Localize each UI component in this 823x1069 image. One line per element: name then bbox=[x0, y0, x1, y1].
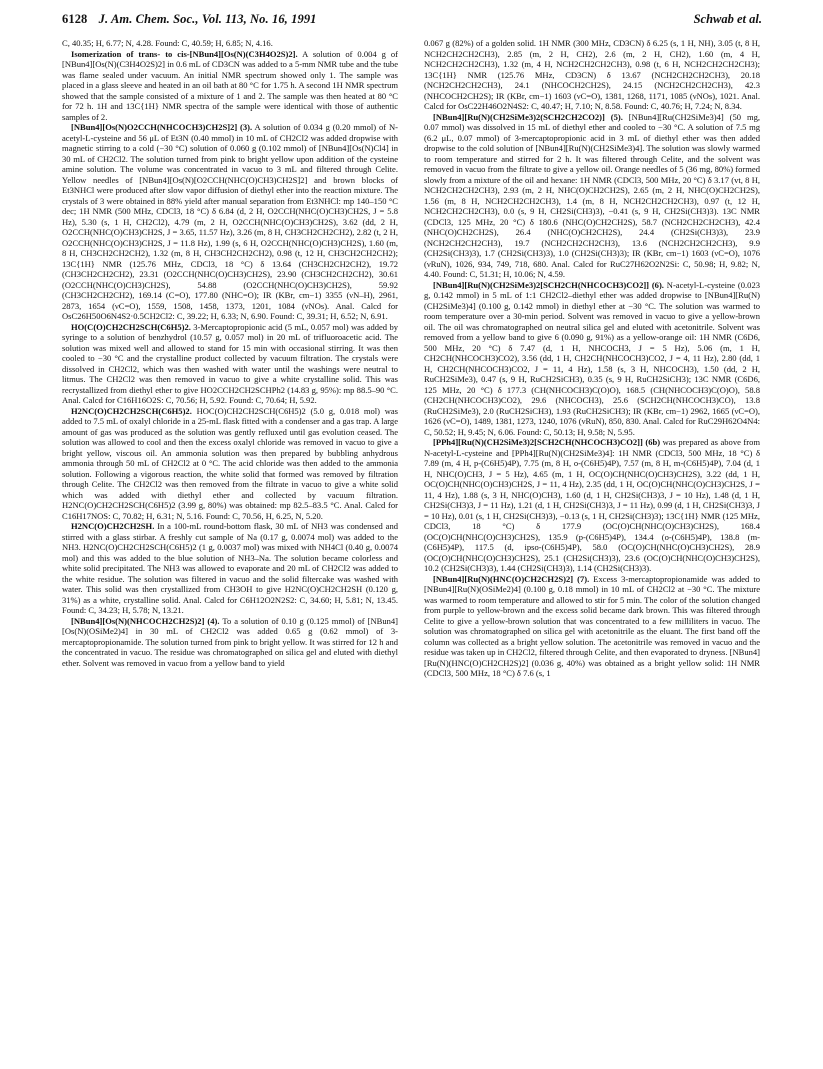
paragraph-text: C, 40.35; H, 6.77; N, 4.28. Found: C, 40.59; H, 6.85; N, 4.16. bbox=[62, 38, 273, 48]
paragraph bbox=[424, 574, 760, 679]
paragraph-text: [NBun4][Ru(CH2SiMe3)4] (50 mg, 0.07 mmol) was dissolved in 15 mL of diethyl ether and cooled to −30 °C. A solution of 7.5 mg (6.2 μL, 0.07 mmol) of 3-mercaptopropionic acid in 3 mL of diethyl ether was then added dropwise to the cold solution of [NBun4][Ru(N)(CH2SiMe3)4]. The solution was slowly warmed to room temperature and stirred for 2 h. It was filtered through Celite, and the solvent was removed in vacuo from the filtrate to give a yellow oil. Orange needles of 5 (36 mg, 80%) formed slowly from a mixture of the oil and hexane: 1H NMR (CDCl3, 500 MHz, 20 °C) δ 3.17 (vt, 8 H, NCH2CH2CH2CH3), 2.93 (m, 2 H, NHC(O)CH2CH2S), 2.65 (m, 2 H, NHC(O)CH2CH2S), 1.56 (m, 8 H, NCH2CH2CH2CH3), 1.4 (m, 8 H, NCH2CH2CH2CH3), 0.97 (t, 12 H, NCH2CH2CH2CH3), 0.0 (s, 9 H, CH2Si(CH3)3), −0.41 (s, 9 H, CH2Si(CH3)3). 13C NMR (CDCl3, 125 MHz, 20 °C) δ 180.6 (NHC(O)CH2CH2S), 58.7 (NCH2CH2CH2CH3), 42.4 (NHC(O)CH2CH2S), 26.4 (NHC(O)CH2CH2S), 24.4 (CH2Si(CH3)3), 23.9 (NCH2CH2CH2CH3), 19.7 (NCH2CH2CH2CH3), 13.6 (NCH2CH2CH2CH3), 9.9 (CH2Si(CH3)3), 1.7 (CH2Si(CH3)3), 1.0 (CH2Si(CH3)3); IR (KBr, cm−1) 1603 (νC=O), 1076 (νRuN), 1026, 934, 749, 718, 680. Anal. Calcd for RuC27H62O2N2Si: C, 50.98; H, 9.82; N, 4.40. Found: C, 51.31; H, 10.06; N, 4.59. bbox=[424, 111, 761, 279]
page-header bbox=[62, 12, 762, 32]
paragraph-text: Excess 3-mercaptopropionamide was added to [NBun4][Ru(N)(OSiMe2)4] (0.100 g, 0.18 mmol) in 10 mL of CH2Cl2 at −30 °C. The mixture was warmed to room temperature and allowed to stir for 5 min. The color of the solution changed from purple to yellow-brown and the excess solid became dark brown. This was filtered through Celite to give a yellow-brown solution that was concentrated to a few milliliters in vacuo. The solution was chromatographed on silica gel with acetonitrile as the eluant. The first band off the column was collected as a bright yellow solution. The acetonitrile was removed in vacuo and the residue was taken up in CH2Cl2, filtered through Celite, and then evaporated to dryness. [NBun4][Ru(N)(HNC(O)CH2CH2S)2] (0.036 g, 40%) was obtained as a bright yellow solid: 1H NMR (CDCl3, 500 MHz, 18 °C) δ 7.6 (s, 1 bbox=[424, 573, 760, 678]
paragraph bbox=[62, 122, 398, 322]
paragraph-heading: H2NC(O)CH2CH2SH. bbox=[71, 521, 155, 531]
paragraph-text: In a 100-mL round-bottom flask, 30 mL of NH3 was condensed and stirred with a glass stirbar. A freshly cut sample of Na (0.17 g, 0.0074 mol) was added to the NH3. H2NC(O)CH2CH2SCH(C6H5)2 (1 g, 0.0037 mol) was mixed with NH4Cl (0.40 g, 0.0074 mol) and this was added to the blue solution of NH3–Na. The solution became colorless and white solid precipitated. The NH3 was allowed to evaporate and 20 mL of CH2Cl2 was added to the white residue. The solution was filtered in vacuo and the solid filtercake was washed with water. This solid was then crystallized from CH3OH to give H2NC(O)CH2CH2SH (0.120 g, 31%) as a white, crystalline solid. Anal. Calcd for C6H12O2N2S2: C, 34.60; H, 5.81; N, 13.45. Found: C, 34.23; H, 5.78; N, 13.21. bbox=[62, 521, 398, 615]
paragraph-heading: HO(C(O)CH2CH2SCH(C6H5)2. bbox=[71, 321, 191, 332]
paragraph-heading: [NBun4][Os(N)O2CCH(NHCOCH3)CH2S]2] (3). bbox=[71, 122, 253, 132]
paragraph-heading: [NBun4][Ru(N)(HNC(O)CH2CH2S)2] (7). bbox=[433, 573, 590, 584]
paragraph-text: HOC(O)CH2CH2SCH(C6H5)2 (5.0 g, 0.018 mol) was added to 7.5 mL of oxalyl chloride in a 25-mL flask fitted with a condenser and a gas trap. A large amount of gas was produced as the solution was gently refluxed until gas evolution ceased. The solution was allowed to cool and then the excess oxalyl chloride was removed in vacuo to give a bright yellow, viscous oil. An ammonia solution was then prepared by bubbling anhydrous ammonia through 50 mL of CH2Cl2 at 0 °C. The acid chloride was then added to the ammonia solution. Following a vigorous reaction, the white solid that formed was removed by filtration through Celite. The CH2Cl2 was then removed from the filtrate in vacuo to give a white solid which was added with diethyl ether and collected by vacuum filtration. H2NC(O)CH2CH2SCH(C6H5)2 (3.99 g, 80%) was obtained: mp 82.5–83.5 °C. Anal. Calcd for C16H17NOS: C, 70.82; H, 6.31; N, 5.16. Found: C, 70.56, H, 6.25, N, 5.20. bbox=[62, 405, 398, 521]
paragraph-heading: H2NC(O)CH2CH2SCH(C6H5)2. bbox=[71, 405, 192, 416]
paragraph bbox=[62, 49, 398, 123]
left-column bbox=[62, 38, 398, 668]
paragraph-heading: [PPh4][Ru(N)(CH2SiMe3)2[SCH2CH(NHCOCH3)CO2]] (6b) bbox=[433, 437, 661, 447]
paragraph-text: 0.067 g (82%) of a golden solid. 1H NMR (300 MHz, CD3CN) δ 6.25 (s, 1 H, NH), 3.05 (t, 8 H, NCH2CH2CH2CH3), 2.85 (m, 2 H, CH2), 2.6 (m, 2 H, CH2), 1.60 (m, 4 H, NCH2CH2CH2CH3), 1.32 (m, 4 H, NCH2CH2CH2CH3), 0.98 (t, 6 H, NCH2CH2CH2CH3); 13C{1H} NMR (125.76 MHz, CD3CN) δ 13.67 (NCH2CH2CH2CH3), 20.18 (NCH2CH2CH2CH3), 24.1 (NHCOCH2CH2S), 24.15 (NCH2CH2CH2CH3), 42.3 (NHCOCH2CH2S); IR (KBr, cm−1) 1603 (νC=O), 1381, 1268, 1171, 1085 (νNOs), 1021. Anal. Calcd for OsC22H46O2N4S2: C, 40.47; H, 7.10; N, 8.58. Found: C, 40.76; H, 7.24; N, 8.34. bbox=[424, 38, 760, 111]
paragraph-heading: [NBun4][Ru(N)(CH2SiMe3)2[SCH2CH(NHCOCH3)CO2]] (6). bbox=[433, 279, 664, 290]
journal-name: J. Am. Chem. Soc., Vol. 113, No. 16, 1991 bbox=[98, 12, 317, 26]
paragraph-text: 3-Mercaptopropionic acid (5 mL, 0.057 mol) was added by syringe to a solution of benzhydrol (10.57 g, 0.057 mol) in 20 mL of trifluoroacetic acid. The solution was mixed well and allowed to stand for 15 min with occasional stirring. It was then cooled to −30 °C and the crystalline product collected by vacuum filtration. The crystals were dissolved in CH2Cl2, which was then washed with water until the washings were neutral to litmus. The CH2Cl2 was then removed in vacuo to give a white crystalline solid. This was recrystallized from diethyl ether to give HO2CCH2CH2SCHPh2 (14.83 g, 95%): mp 88.5–90 °C. Anal. Calcd for C16H16O2S: C, 70.56; H, 5.92. Found: C, 70.64; H, 5.92. bbox=[62, 321, 398, 405]
page-number: 6128 bbox=[62, 12, 88, 26]
paragraph bbox=[62, 322, 398, 406]
paragraph bbox=[424, 280, 760, 438]
paragraph-heading: [NBun4][Ru(N)(CH2SiMe3)2(SCH2CH2CO2)] (5). bbox=[433, 111, 623, 122]
running-authors: Schwab et al. bbox=[693, 12, 762, 26]
paragraph bbox=[62, 38, 398, 49]
paragraph bbox=[424, 112, 760, 280]
paragraph-heading: Isomerization of trans- to cis-[NBun4][Os(N)(C3H4O2S)2]. bbox=[71, 48, 298, 59]
paragraph bbox=[62, 406, 398, 522]
right-column bbox=[424, 38, 760, 679]
paragraph-text: A solution of 0.034 g (0.20 mmol) of N-acetyl-L-cysteine and 56 μL of Et3N (0.40 mmol) in 10 mL of CH2Cl2 was added dropwise with magnetic stirring to a cold (−30 °C) solution of 0.060 g (0.102 mmol) of [NBun4][Os(N)Cl4] in 30 mL of CH2Cl2. The solution turned from pink to bright yellow upon addition of the cysteine amine solution. The volume was concentrated in vacuo to 3 mL and filtered through Celite. Yellow needles of [NBun4][Os(N)[O2CCH(NHC(O)CH3)CH2S]2] and brown blocks of Et3NHCl were produced after slow vapor diffusion of diethyl ether into the reaction mixture. The crystals of 3 were obtained in 88% yield after manual separation from Et3NHCl: mp 140–150 °C dec; 1H NMR (500 MHz, CDCl3, 18 °C) δ 6.84 (d, 2 H, O2CCH(NHC(O)CH3)CH2S, J = 5.8 Hz), 5.30 (s, 1 H, CH2Cl2), 4.79 (m, 2 H, O2CCH(NHC(O)CH3)CH2S), 3.62 (dd, 2 H, O2CCH(NHC(O)CH3)CH2S, J = 3.65, 11.57 Hz), 3.26 (m, 8 H, CH3CH2CH2CH2), 2.82 (t, 2 H, O2CCH(NHC(O)CH3)CH2S, J = 11.8 Hz), 1.99 (s, 6 H, O2CCH(NHC(O)CH3)CH2S), 1.60 (m, 8 H, CH3CH2CH2CH2), 1.32 (m, 8 H, CH3CH2CH2CH2), 0.98 (t, 12 H, CH3CH2CH2CH2); 13C{1H} NMR (125.76 MHz, CDCl3, 18 °C) δ 13.64 (CH3CH2CH2CH2), 19.72 (CH3CH2CH2CH2), 23.31 (O2CCH(NHC(O)CH3)CH2S), 23.90 (CH3CH2CH2CH2), 30.61 (O2CCH(NHC(O)CH3)CH2S), 54.88 (O2CCH(NHC(O)CH3)CH2S), 59.92 (CH3CH2CH2CH2), 169.14 (C=O), 177.80 (NHC=O); IR (KBr, cm−1) 3355 (νN–H), 2961, 2873, 1654 (νC=O), 1559, 1508, 1458, 1373, 1201, 1084 (νNOs). Anal. Calcd for OsC26H50O6N4S2·0.5CH2Cl2: C, 39.22; H, 6.33; N, 6.90. Found: C, 39.31; H, 6.52; N, 6.91. bbox=[62, 122, 398, 321]
paragraph-text: N-acetyl-L-cysteine (0.023 g, 0.142 mmol) in 5 mL of 1:1 CH2Cl2–diethyl ether was added dropwise to [NBun4][Ru(N)(CH2SiMe3)4] (0.100 g, 0.142 mmol) in diethyl ether at −30 °C. The solution was warmed to room temperature over a 30-min period. Solvent was removed in vacuo to give a yellow-brown oil. The oil was chromatographed on neutral silica gel and eluted with acetonitrile. Solvent was removed from a yellow band to give 6 (0.090 g, 91%) as a yellow-orange oil: 1H NMR (C6D6, 500 MHz, 20 °C) δ 7.47 (d, 1 H, NHCOCH3, J = 5 Hz), 5.06 (m, 1 H, CH2CH(NHCOCH3)CO2), 3.56 (dd, 1 H, CH2CH(NHCOCH3)CO2, J = 4, 11 Hz), 2.80 (dd, 1 H, CH2CH(NHCOCH3)CO2, J = 11, 4 Hz), 1.58 (s, 3 H, NHCOCH3), 1.50 (dd, 2 H, RuCH2SiMe3), 0.47 (s, 9 H, RuCH2SiCH3), 0.35 (s, 9 H, RuCH2SiCH3); 13C NMR (C6D6, 125 MHz, 20 °C) δ 177.3 (CH(NHCOCH3)C(O)O), 168.5 (CH(NHCOCH3)C(O)O), 58.8 (CH2CH(NHCOCH3)CO2), 29.6 (NHCOCH3), 25.6 (SCH2CH(NHCOCH3)CO), 13.8 (RuCH2SiMe3), 2.0 (RuCH2SiCH3), 1.93 (RuCH2SiCH3); IR (KBr, cm−1) 2962, 1665 (νC=O), 1626 (νC=O), 1489, 1381, 1273, 1240, 1076 (νRuN), 850, 830. Anal. Calcd for RuC29H62O4N4: C, 50.52; H, 9.45; N, 6.06. Found: C, 50.13; H, 9.58; N, 5.95. bbox=[424, 279, 760, 437]
paragraph-text: To a solution of 0.10 g (0.125 mmol) of [NBun4][Os(N)(OSiMe2)4] in 30 mL of CH2Cl2 was added 0.65 g (0.62 mmol) of 3-mercaptopropionamide. The solution turned from pink to bright yellow. It was stirred for 12 h and the concentrated in vacuo. The residue was chromatographed on silica gel and eluted with diethyl ether. Solvent was removed in vacuo from a yellow band to yield bbox=[62, 615, 399, 668]
paragraph-heading: [NBun4][Os(N)(NHCOCH2CH2S)2] (4). bbox=[71, 615, 220, 626]
paragraph-text: was prepared as above from N-acetyl-L-cysteine and [PPh4][Ru(N)(CH2SiMe3)4]: 1H NMR (CDCl3, 500 MHz, 18 °C) δ 7.89 (m, 4 H, p-(C6H5)4P), 7.75 (m, 8 H, o-(C6H5)4P), 7.57 (m, 8 H, m-(C6H5)4P), 7.04 (d, 1 H, NHC(O)CH3, J = 5 Hz), 4.65 (m, 1 H, OC(O)CH(NHC(O)CH3)CH2S), 3.22 (dd, 1 H, OC(O)CH(NHC(O)CH3)CH2S, J = 11, 4 Hz), 2.35 (dd, 1 H, OC(O)CH(NHC(O)CH3)CH2S, J = 11, 4 Hz), 1.88 (s, 3 H, NHC(O)CH3), 1.60 (d, 1 H, CH2Si(CH3)3, J = 10 Hz), 1.48 (d, 1 H, CH2Si(CH3)3, J = 11 Hz), 1.21 (d, 1 H, CH2Si(CH3)3, J = 11 Hz), 0.99 (d, 1 H, CH2Si(CH3)3, J = 10 Hz), 0.01 (s, 1 H, CH2Si(CH3)3), −0.13 (s, 1 H, CH2Si(CH3)3); 13C{1H} NMR (125 MHz, CDCl3, 18 °C) δ 177.9 (OC(O)CH(NHC(O)CH3)CH2S), 168.4 (OC(O)CH(NHC(O)CH3)CH2S), 135.9 (p-(C6H5)4P), 134.4 (o-(C6H5)4P), 138.8 (m-(C6H5)4P), 117.5 (d, ipso-(C6H5)4P), 58.0 (OC(O)CH(NHC(O)CH3)CH2S), 28.9 (OC(O)CH(NHC(O)CH3)CH2S), 25.1 (CH2Si(CH3)3), 23.6 (OC(O)CH(NHC(O)CH3)CH2S), 10.2 (CH2Si(CH3)3), 1.44 (CH2Si(CH3)3), 1.14 (CH2Si(CH3)3). bbox=[424, 437, 761, 573]
paragraph bbox=[62, 616, 398, 669]
paragraph bbox=[424, 437, 760, 574]
journal-citation bbox=[62, 12, 317, 27]
paragraph bbox=[424, 38, 760, 112]
paragraph bbox=[62, 521, 398, 616]
paragraph-text: A solution of 0.004 g of [NBun4][Os(N)(C3H4O2S)2] in 0.6 mL of CD3CN was added to a 5-mm NMR tube and the tube was flame sealed under vacuum. An initial NMR spectrum showed only 1. The sample was placed in a glass sleeve and heated in an oil bath at 80 °C for 1.75 h. A second 1H NMR spectrum showed that the sample consisted of a mixture of 1 and 2. The sample was then heated at 80 °C for 72 h. 1H and 13C{1H} NMR spectra of the sample were identical with those of authentic samples of 2. bbox=[62, 48, 398, 122]
